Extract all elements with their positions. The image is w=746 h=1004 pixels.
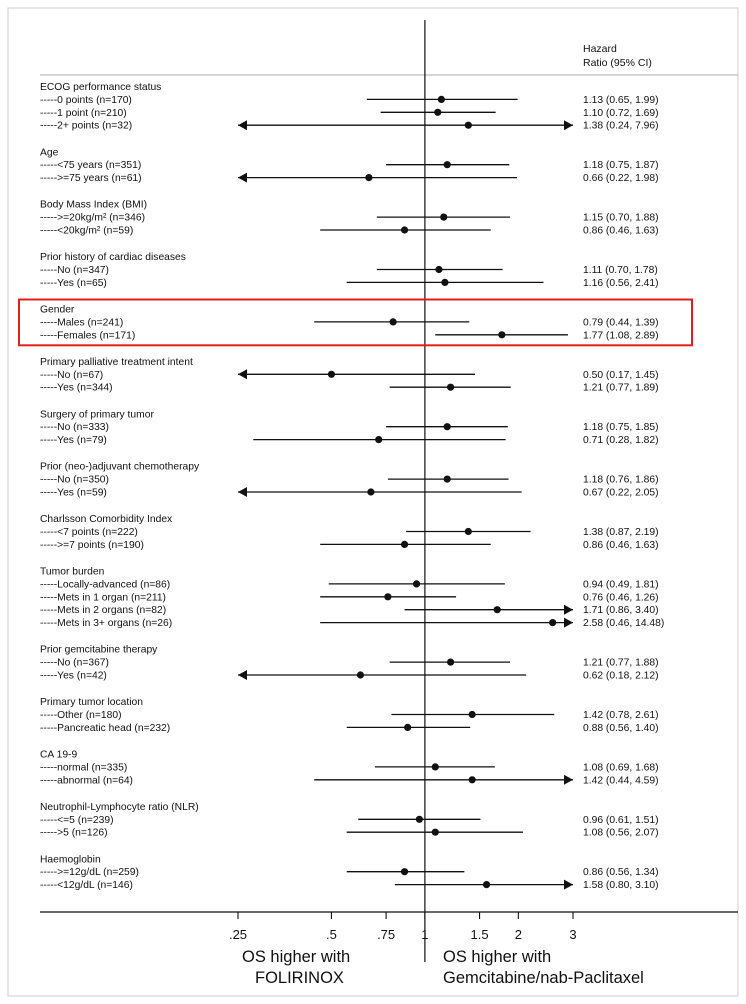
hr-header-line-1: Hazard (583, 43, 617, 55)
x-tick-label: 2 (514, 927, 522, 942)
hr-point (447, 384, 454, 391)
row-hr-value: 1.18 (0.75, 1.87) (583, 160, 659, 172)
row-hr-value: 0.94 (0.49, 1.81) (583, 579, 659, 591)
hr-point (357, 671, 364, 678)
row-label: -----abnormal (n=64) (40, 775, 133, 787)
row-hr-value: 0.67 (0.22, 2.05) (583, 487, 659, 499)
row-label: -----<7 points (n=222) (40, 527, 138, 538)
row-label: -----Yes (n=42) (40, 670, 107, 682)
hr-point (444, 476, 451, 483)
hr-point (435, 266, 442, 273)
hr-point (434, 109, 441, 116)
row-hr-value: 0.50 (0.17, 1.45) (583, 369, 659, 381)
row-label: -----<12g/dL (n=146) (40, 880, 133, 892)
row-hr-value: 1.10 (0.72, 1.69) (583, 107, 659, 119)
row-hr-value: 1.77 (1.08, 2.89) (583, 330, 659, 342)
hr-point (465, 528, 472, 535)
left-caption-line-1: OS higher with (242, 948, 351, 966)
row-hr-value: 2.58 (0.46, 14.48) (583, 618, 665, 630)
row-hr-value: 1.21 (0.77, 1.89) (583, 382, 659, 394)
row-label: -----0 points (n=170) (40, 94, 132, 106)
group-title-primary-palliative-treatment-intent: Primary palliative treatment intent (40, 356, 193, 368)
row-label: ----->=7 points (n=190) (40, 539, 144, 551)
ci-arrow-right (564, 120, 573, 130)
row-hr-value: 0.79 (0.44, 1.39) (583, 317, 659, 329)
row-label: -----No (n=347) (40, 265, 109, 276)
row-label: -----Mets in 2 organs (n=82) (40, 605, 167, 617)
hr-point (432, 829, 439, 836)
row-hr-value: 1.13 (0.65, 1.99) (583, 94, 659, 106)
hr-point (549, 619, 556, 626)
row-hr-value: 1.71 (0.86, 3.40) (583, 605, 659, 617)
row-label: ----->5 (n=126) (40, 827, 108, 839)
row-label: -----<20kg/m² (n=59) (40, 225, 134, 237)
group-title-ecog-performance-status: ECOG performance status (40, 82, 162, 93)
hr-point (401, 868, 408, 875)
hr-point (401, 226, 408, 233)
row-hr-value: 0.66 (0.22, 1.98) (583, 173, 659, 185)
figure-border (8, 8, 738, 996)
row-hr-value: 1.11 (0.70, 1.78) (583, 265, 658, 276)
group-title-neutrophil-lymphocyte-ratio-nlr: Neutrophil-Lymphocyte ratio (NLR) (40, 801, 199, 813)
x-tick-label: 1 (421, 927, 429, 942)
group-title-prior-neo-adjuvant-chemotherapy: Prior (neo-)adjuvant chemotherapy (40, 461, 200, 473)
row-label: -----<75 years (n=351) (40, 160, 142, 172)
hr-point (440, 214, 447, 221)
ci-arrow-left (238, 369, 247, 379)
row-label: -----normal (n=335) (40, 762, 128, 774)
row-hr-value: 0.88 (0.56, 1.40) (583, 722, 659, 734)
hr-point (384, 593, 391, 600)
row-hr-value: 1.18 (0.76, 1.86) (583, 474, 659, 486)
hr-point (483, 881, 490, 888)
ci-arrow-left (238, 670, 247, 680)
row-label: -----Mets in 3+ organs (n=26) (40, 618, 173, 630)
hr-point (416, 816, 423, 823)
row-hr-value: 1.42 (0.78, 2.61) (583, 710, 659, 721)
row-hr-value: 1.18 (0.75, 1.85) (583, 422, 659, 434)
ci-arrow-left (238, 120, 247, 130)
hr-point (444, 423, 451, 430)
group-title-prior-gemcitabine-therapy: Prior gemcitabine therapy (40, 644, 158, 656)
row-hr-value: 1.08 (0.56, 2.07) (583, 827, 659, 839)
x-tick-label: .5 (326, 927, 337, 942)
row-hr-value: 1.21 (0.77, 1.88) (583, 657, 659, 669)
row-hr-value: 0.62 (0.18, 2.12) (583, 670, 659, 682)
row-label: -----Females (n=171) (40, 330, 136, 342)
row-hr-value: 0.96 (0.61, 1.51) (583, 814, 659, 826)
group-title-charlsson-comorbidity-index: Charlsson Comorbidity Index (40, 514, 173, 526)
right-caption-line-2: Gemcitabine/nab-Paclitaxel (443, 969, 644, 987)
row-hr-value: 1.16 (0.56, 2.41) (583, 277, 659, 289)
ci-arrow-right (564, 605, 573, 615)
row-label: -----2+ points (n=32) (40, 120, 133, 132)
row-label: -----Other (n=180) (40, 710, 122, 721)
group-title-primary-tumor-location: Primary tumor location (40, 697, 143, 709)
ci-arrow-right (564, 618, 573, 628)
hr-point (413, 580, 420, 587)
row-hr-value: 1.08 (0.69, 1.68) (583, 762, 659, 774)
row-hr-value: 1.58 (0.80, 3.10) (583, 880, 659, 892)
left-caption-line-2: FOLIRINOX (255, 969, 344, 987)
row-label: ----->=75 years (n=61) (40, 173, 142, 185)
group-title-gender: Gender (40, 304, 75, 316)
row-hr-value: 0.86 (0.46, 1.63) (583, 225, 659, 237)
row-hr-value: 0.86 (0.46, 1.63) (583, 539, 659, 551)
row-hr-value: 1.42 (0.44, 4.59) (583, 775, 659, 787)
row-label: -----Males (n=241) (40, 317, 124, 329)
row-label: -----No (n=67) (40, 369, 104, 381)
hr-point (432, 763, 439, 770)
row-hr-value: 0.76 (0.46, 1.26) (583, 592, 659, 604)
hr-point (328, 371, 335, 378)
row-label: -----No (n=367) (40, 657, 109, 669)
right-caption-line-1: OS higher with (443, 948, 552, 966)
hr-point (367, 488, 374, 495)
hr-point (390, 318, 397, 325)
hr-point (498, 331, 505, 338)
row-label: -----No (n=333) (40, 422, 109, 434)
ci-arrow-right (564, 775, 573, 785)
row-label: -----Yes (n=59) (40, 487, 107, 499)
row-hr-value: 0.86 (0.56, 1.34) (583, 867, 659, 879)
x-tick-label: 3 (569, 927, 577, 942)
row-label: -----No (n=350) (40, 474, 109, 486)
hr-point (469, 776, 476, 783)
ci-arrow-left (238, 487, 247, 497)
group-title-ca-19-9: CA 19-9 (40, 749, 78, 761)
row-label: -----Locally-advanced (n=86) (40, 579, 171, 591)
hr-point (469, 711, 476, 718)
ci-arrow-right (564, 880, 573, 890)
row-label: -----Yes (n=79) (40, 435, 107, 447)
hr-point (465, 122, 472, 129)
row-hr-value: 1.38 (0.87, 2.19) (583, 527, 659, 538)
row-label: -----1 point (n=210) (40, 107, 127, 119)
hr-point (444, 161, 451, 168)
group-title-haemoglobin: Haemoglobin (40, 854, 101, 866)
group-title-age: Age (40, 147, 59, 159)
hr-point (438, 96, 445, 103)
x-tick-label: 1.5 (470, 927, 489, 942)
row-label: -----Yes (n=344) (40, 382, 113, 394)
group-title-surgery-of-primary-tumor: Surgery of primary tumor (40, 409, 154, 421)
group-title-prior-history-of-cardiac-diseases: Prior history of cardiac diseases (40, 252, 186, 264)
hr-point (447, 659, 454, 666)
row-hr-value: 1.38 (0.24, 7.96) (583, 120, 659, 132)
row-hr-value: 1.15 (0.70, 1.88) (583, 212, 659, 224)
row-label: -----Pancreatic head (n=232) (40, 722, 171, 734)
row-label: ----->=12g/dL (n=259) (40, 867, 139, 879)
row-label: -----Mets in 1 organ (n=211) (40, 592, 166, 604)
hr-point (401, 541, 408, 548)
row-label: -----Yes (n=65) (40, 277, 107, 289)
hr-header-line-2: Ratio (95% CI) (583, 57, 652, 69)
hr-point (375, 436, 382, 443)
row-label: -----<=5 (n=239) (40, 814, 114, 826)
row-hr-value: 0.71 (0.28, 1.82) (583, 435, 659, 447)
hr-point (404, 724, 411, 731)
hr-point (441, 279, 448, 286)
row-label: ----->=20kg/m² (n=346) (40, 212, 146, 224)
hr-point (365, 174, 372, 181)
group-title-body-mass-index-bmi: Body Mass Index (BMI) (40, 199, 148, 211)
x-tick-label: .75 (377, 927, 396, 942)
hr-point (494, 606, 501, 613)
ci-arrow-left (238, 173, 247, 183)
group-title-tumor-burden: Tumor burden (40, 566, 105, 578)
x-tick-label: .25 (228, 927, 248, 942)
